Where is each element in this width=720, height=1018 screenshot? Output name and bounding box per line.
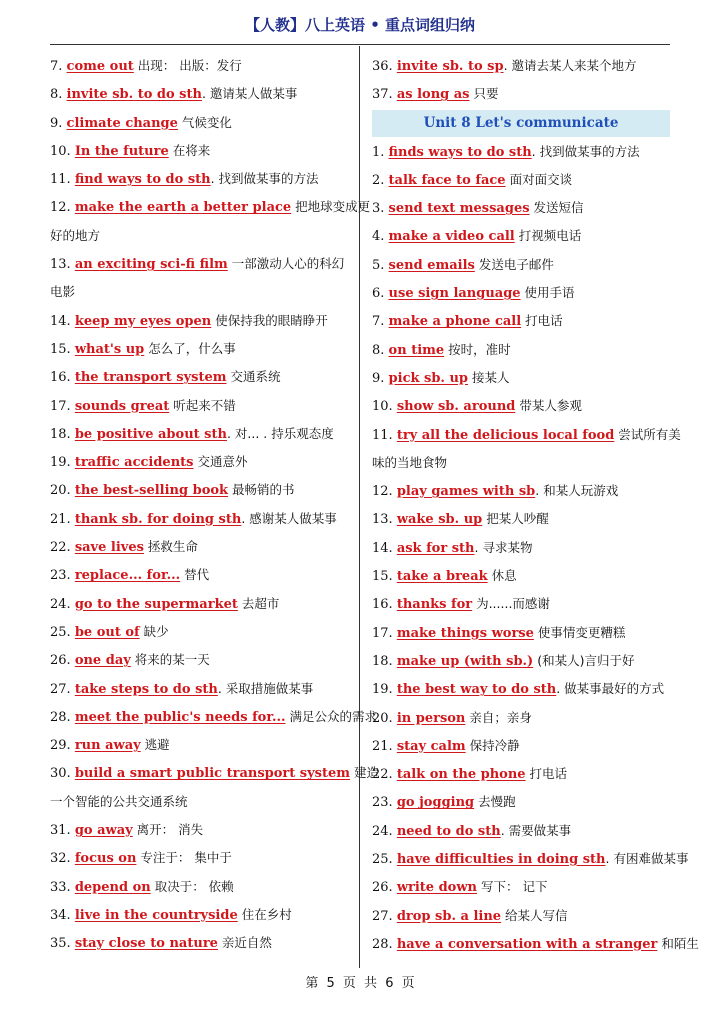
english-phrase: need to do sth — [396, 823, 501, 839]
chinese-meaning: 接某人 — [468, 369, 510, 385]
english-phrase: make things worse — [396, 625, 534, 641]
phrase-line — [50, 533, 356, 561]
english-phrase: build a smart public transport system — [74, 766, 351, 782]
phrase-line — [50, 788, 356, 816]
english-phrase: save lives — [74, 540, 144, 556]
phrase-number: 12. — [50, 200, 75, 216]
phrase-line — [50, 80, 356, 108]
english-phrase: show sb. around — [396, 399, 516, 415]
phrase-line — [372, 52, 670, 80]
chinese-meaning: . 采取措施做某事 — [217, 680, 314, 696]
chinese-meaning: . 有困难做某事 — [605, 851, 689, 867]
chinese-meaning: 保持冷静 — [465, 737, 520, 753]
phrase-number: 19. — [50, 455, 75, 471]
chinese-meaning: 休息 — [487, 568, 517, 584]
english-phrase: thank sb. for doing sth — [74, 511, 242, 527]
phrase-number: 20. — [372, 710, 397, 726]
phrase-line — [50, 759, 380, 787]
english-phrase: traffic accidents — [74, 455, 194, 471]
phrase-line — [50, 505, 356, 533]
chinese-meaning: 缺少 — [139, 623, 169, 639]
phrase-number: 28. — [50, 709, 75, 725]
chinese-meaning: (和某人)言归于好 — [533, 652, 635, 668]
english-phrase: play games with sb — [396, 484, 536, 500]
chinese-meaning: 气候变化 — [177, 114, 232, 130]
english-phrase: what's up — [74, 341, 145, 357]
chinese-meaning: 离开： 消失 — [132, 822, 204, 838]
english-phrase: talk face to face — [388, 172, 506, 188]
phrase-line — [372, 873, 670, 901]
chinese-meaning: . 找到做某事的方法 — [531, 143, 640, 159]
chinese-meaning: 替代 — [180, 567, 210, 583]
phrase-line — [372, 562, 670, 590]
chinese-meaning: 打视频电话 — [514, 228, 582, 244]
phrase-number: 21. — [50, 511, 75, 527]
phrase-line — [372, 505, 670, 533]
chinese-meaning: 住在乡村 — [237, 906, 292, 922]
phrase-line — [50, 307, 356, 335]
english-phrase: on time — [388, 342, 445, 358]
english-phrase: depend on — [74, 879, 151, 895]
english-phrase: make up (with sb.) — [396, 653, 534, 669]
chinese-meaning: 电影 — [50, 284, 76, 300]
english-phrase: have difficulties in doing sth — [396, 852, 606, 868]
chinese-meaning: 一部激动人心的科幻 — [227, 256, 345, 272]
chinese-meaning: . 和某人玩游戏 — [535, 483, 619, 499]
english-phrase: try all the delicious local food — [396, 427, 615, 443]
english-phrase: the transport system — [74, 370, 227, 386]
english-phrase: send emails — [388, 257, 475, 273]
phrase-line — [50, 901, 356, 929]
phrase-number: 17. — [50, 398, 75, 414]
phrase-line — [372, 732, 670, 760]
chinese-meaning: 面对面交谈 — [505, 171, 573, 187]
english-phrase: one day — [74, 653, 131, 669]
phrase-line — [50, 250, 356, 278]
phrase-line — [50, 335, 356, 363]
english-phrase: meet the public's needs for... — [74, 709, 286, 725]
chinese-meaning: 最畅销的书 — [228, 482, 295, 498]
chinese-meaning: . 邀请去某人来某个地方 — [503, 58, 637, 73]
phrase-number: 9. — [50, 115, 67, 131]
phrase-number: 36. — [372, 59, 397, 74]
phrase-line — [372, 222, 670, 250]
phrase-line — [372, 194, 670, 222]
english-phrase: take a break — [396, 569, 488, 585]
phrase-number: 1. — [372, 144, 389, 160]
chinese-meaning: 尝试所有美 — [614, 426, 681, 442]
chinese-meaning: 按时，准时 — [444, 341, 511, 357]
phrase-line — [50, 561, 356, 589]
phrase-line — [372, 307, 670, 335]
chinese-meaning: 建造 — [350, 765, 380, 781]
phrase-line — [50, 844, 356, 872]
phrase-number: 14. — [372, 540, 397, 556]
chinese-meaning: 和陌生 — [657, 935, 699, 951]
phrase-line — [50, 193, 371, 221]
phrase-number: 10. — [50, 143, 75, 159]
phrase-line — [372, 817, 670, 845]
chinese-meaning: 逃避 — [140, 737, 170, 753]
phrase-line — [372, 902, 670, 930]
right-column — [372, 52, 699, 958]
phrase-number: 19. — [372, 682, 397, 698]
phrase-number: 16. — [50, 370, 75, 386]
chinese-meaning: 把地球变成更 — [291, 199, 371, 215]
phrase-number: 21. — [372, 738, 397, 754]
phrase-number: 16. — [372, 597, 397, 613]
phrase-number: 24. — [372, 823, 397, 839]
phrase-line — [50, 675, 356, 703]
phrase-number: 8. — [50, 87, 67, 103]
chinese-meaning: 把某人吵醒 — [482, 511, 549, 527]
phrase-number: 35. — [50, 936, 75, 952]
phrase-number: 5. — [372, 257, 389, 273]
phrase-line — [50, 646, 356, 674]
phrase-line — [50, 52, 356, 80]
chinese-meaning: 使用手语 — [520, 285, 575, 301]
phrase-number: 6. — [372, 286, 389, 302]
phrase-number: 7. — [50, 59, 67, 74]
phrase-number: 23. — [50, 568, 75, 584]
chinese-meaning: 去超市 — [237, 595, 280, 611]
phrase-number: 32. — [50, 851, 75, 867]
phrase-number: 31. — [50, 823, 75, 839]
phrase-number: 15. — [372, 569, 397, 585]
phrase-number: 37. — [372, 87, 397, 103]
chinese-meaning: 去慢跑 — [474, 794, 516, 810]
chinese-meaning: 专注于： 集中于 — [136, 850, 232, 866]
phrase-number: 14. — [50, 313, 75, 329]
phrase-line — [372, 138, 670, 166]
english-phrase: use sign language — [388, 286, 521, 302]
chinese-meaning: 怎么了，什么事 — [144, 340, 236, 356]
chinese-meaning: 一个智能的公共交通系统 — [50, 793, 188, 809]
english-phrase: go away — [74, 823, 133, 839]
phrase-number: 13. — [372, 512, 397, 528]
english-phrase: invite sb. to do sth — [66, 87, 202, 103]
phrase-number: 18. — [372, 653, 397, 669]
phrase-line — [372, 279, 670, 307]
chinese-meaning: 打电话 — [525, 766, 568, 782]
phrase-line — [50, 278, 356, 306]
phrase-line — [372, 619, 670, 647]
phrase-number: 10. — [372, 399, 397, 415]
phrase-number: 28. — [372, 936, 397, 952]
english-phrase: pick sb. up — [388, 370, 469, 386]
chinese-meaning: 拯救生命 — [143, 539, 198, 555]
phrase-line — [50, 618, 356, 646]
chinese-meaning: 发送电子邮件 — [474, 256, 554, 272]
phrase-number: 2. — [372, 172, 389, 188]
chinese-meaning: 写下： 记下 — [477, 879, 548, 895]
phrase-line — [372, 788, 670, 816]
chinese-meaning: 亲自；亲身 — [465, 709, 532, 725]
right-main-list — [372, 138, 699, 959]
phrase-number: 25. — [372, 852, 397, 868]
phrase-number: 22. — [50, 540, 75, 556]
english-phrase: keep my eyes open — [74, 313, 212, 329]
phrase-number: 22. — [372, 767, 397, 783]
english-phrase: write down — [396, 880, 477, 896]
phrase-number: 18. — [50, 426, 75, 442]
english-phrase: go to the supermarket — [74, 596, 238, 612]
phrase-number: 8. — [372, 342, 389, 358]
phrase-number: 20. — [50, 483, 75, 499]
phrase-line — [50, 137, 356, 165]
chinese-meaning: 打电话 — [521, 313, 563, 329]
english-phrase: the best way to do sth — [396, 682, 557, 698]
english-phrase: make the earth a better place — [74, 200, 292, 216]
column-divider — [359, 46, 360, 968]
english-phrase: be out of — [74, 624, 140, 640]
phrase-number: 15. — [50, 341, 75, 357]
phrase-line — [50, 165, 356, 193]
english-phrase: take steps to do sth — [74, 681, 218, 697]
phrase-number: 9. — [372, 370, 389, 386]
phrase-line — [372, 166, 670, 194]
phrase-line — [372, 336, 670, 364]
phrase-number: 4. — [372, 229, 389, 245]
phrase-line — [372, 704, 670, 732]
phrase-number: 26. — [372, 880, 397, 896]
unit-title: Unit 8 Let's communicate — [372, 110, 670, 137]
phrase-number: 13. — [50, 257, 75, 273]
english-phrase: go jogging — [396, 795, 475, 811]
phrase-number: 11. — [372, 427, 397, 443]
phrase-line — [372, 80, 670, 108]
phrase-line — [50, 448, 356, 476]
phrase-line — [372, 760, 670, 788]
chinese-meaning: . 找到做某事的方法 — [210, 171, 319, 187]
phrase-number: 27. — [50, 681, 75, 697]
english-phrase: as long as — [396, 87, 470, 103]
phrase-line — [50, 363, 356, 391]
phrase-line — [372, 930, 699, 958]
phrase-number: 25. — [50, 624, 75, 640]
chinese-meaning: . 邀请某人做某事 — [201, 86, 298, 102]
chinese-meaning: 听起来不错 — [169, 397, 236, 413]
header-rule — [50, 44, 670, 45]
chinese-meaning: 为......而感谢 — [472, 596, 550, 612]
left-column — [50, 52, 380, 958]
phrase-line — [50, 590, 356, 618]
chinese-meaning: 只要 — [469, 86, 499, 102]
chinese-meaning: 发送短信 — [529, 200, 584, 216]
phrase-line — [372, 392, 670, 420]
english-phrase: make a phone call — [388, 314, 522, 330]
phrase-line — [50, 816, 356, 844]
phrase-number: 24. — [50, 596, 75, 612]
english-phrase: an exciting sci-fi film — [74, 257, 228, 273]
page-header-title: 【人教】八上英语 • 重点词组归纳 — [244, 16, 476, 34]
english-phrase: focus on — [74, 851, 137, 867]
chinese-meaning: 味的当地食物 — [372, 454, 448, 470]
phrase-line — [372, 251, 670, 279]
phrase-line — [50, 392, 356, 420]
english-phrase: climate change — [66, 115, 178, 131]
chinese-meaning: 交通意外 — [193, 454, 248, 470]
english-phrase: finds ways to do sth — [388, 144, 532, 160]
phrase-number: 17. — [372, 625, 397, 641]
english-phrase: invite sb. to sp — [396, 59, 504, 74]
phrase-line — [50, 222, 356, 250]
english-phrase: talk on the phone — [396, 767, 526, 783]
phrase-number: 23. — [372, 795, 397, 811]
english-phrase: make a video call — [388, 229, 515, 245]
english-phrase: the best-selling book — [74, 483, 229, 499]
page-footer: 第 5 页 共 6 页 — [305, 976, 415, 991]
chinese-meaning: 满足公众的需求 — [285, 708, 378, 724]
chinese-meaning: 带某人参观 — [515, 398, 582, 414]
chinese-meaning: 亲近自然 — [217, 935, 272, 951]
chinese-meaning: . 对... . 持乐观态度 — [226, 425, 334, 441]
phrase-line — [50, 929, 356, 957]
phrase-number: 7. — [372, 314, 389, 330]
chinese-meaning: . 感谢某人做某事 — [241, 510, 337, 526]
english-phrase: drop sb. a line — [396, 908, 502, 924]
phrase-number: 30. — [50, 766, 75, 782]
english-phrase: come out — [66, 59, 134, 74]
chinese-meaning: 使事情变更糟糕 — [533, 624, 626, 640]
phrase-number: 29. — [50, 738, 75, 754]
phrase-line — [50, 420, 356, 448]
english-phrase: replace... for... — [74, 568, 181, 584]
chinese-meaning: 出现： 出版：发行 — [133, 58, 242, 73]
phrase-number: 33. — [50, 879, 75, 895]
right-top-list — [372, 52, 670, 109]
phrase-line — [372, 675, 670, 703]
english-phrase: live in the countryside — [74, 907, 238, 923]
chinese-meaning: . 需要做某事 — [500, 822, 572, 838]
chinese-meaning: 交通系统 — [226, 369, 281, 385]
english-phrase: be positive about sth — [74, 426, 227, 442]
phrase-line — [372, 449, 670, 477]
phrase-line — [50, 476, 356, 504]
phrase-number: 12. — [372, 484, 397, 500]
english-phrase: wake sb. up — [396, 512, 483, 528]
phrase-number: 26. — [50, 653, 75, 669]
chinese-meaning: 好的地方 — [50, 227, 101, 243]
phrase-number: 27. — [372, 908, 397, 924]
english-phrase: have a conversation with a stranger — [396, 936, 658, 952]
phrase-number: 34. — [50, 907, 75, 923]
phrase-line — [372, 534, 670, 562]
english-phrase: stay close to nature — [74, 936, 218, 952]
chinese-meaning: . 做某事最好的方式 — [556, 681, 665, 697]
phrase-number: 11. — [50, 172, 75, 188]
phrase-line — [50, 703, 378, 731]
english-phrase: ask for sth — [396, 540, 475, 556]
english-phrase: in person — [396, 710, 466, 726]
english-phrase: send text messages — [388, 201, 530, 217]
phrase-line — [50, 109, 356, 137]
phrase-line — [372, 477, 670, 505]
english-phrase: sounds great — [74, 398, 170, 414]
phrase-line — [372, 647, 670, 675]
english-phrase: stay calm — [396, 738, 466, 754]
phrase-line — [372, 421, 681, 449]
english-phrase: run away — [74, 738, 141, 754]
chinese-meaning: . 寻求某物 — [474, 539, 533, 555]
chinese-meaning: 使保持我的眼睛睁开 — [211, 312, 328, 328]
english-phrase: find ways to do sth — [74, 172, 211, 188]
english-phrase: thanks for — [396, 597, 473, 613]
phrase-line — [372, 364, 670, 392]
phrase-line — [50, 731, 356, 759]
phrase-line — [372, 845, 689, 873]
chinese-meaning: 给某人写信 — [501, 907, 568, 923]
chinese-meaning: 将来的某一天 — [130, 652, 210, 668]
phrase-number: 3. — [372, 201, 389, 217]
phrase-line — [372, 590, 670, 618]
phrase-line — [50, 873, 356, 901]
english-phrase: In the future — [74, 143, 169, 159]
chinese-meaning: 取决于： 依赖 — [150, 878, 234, 894]
chinese-meaning: 在将来 — [168, 142, 211, 158]
